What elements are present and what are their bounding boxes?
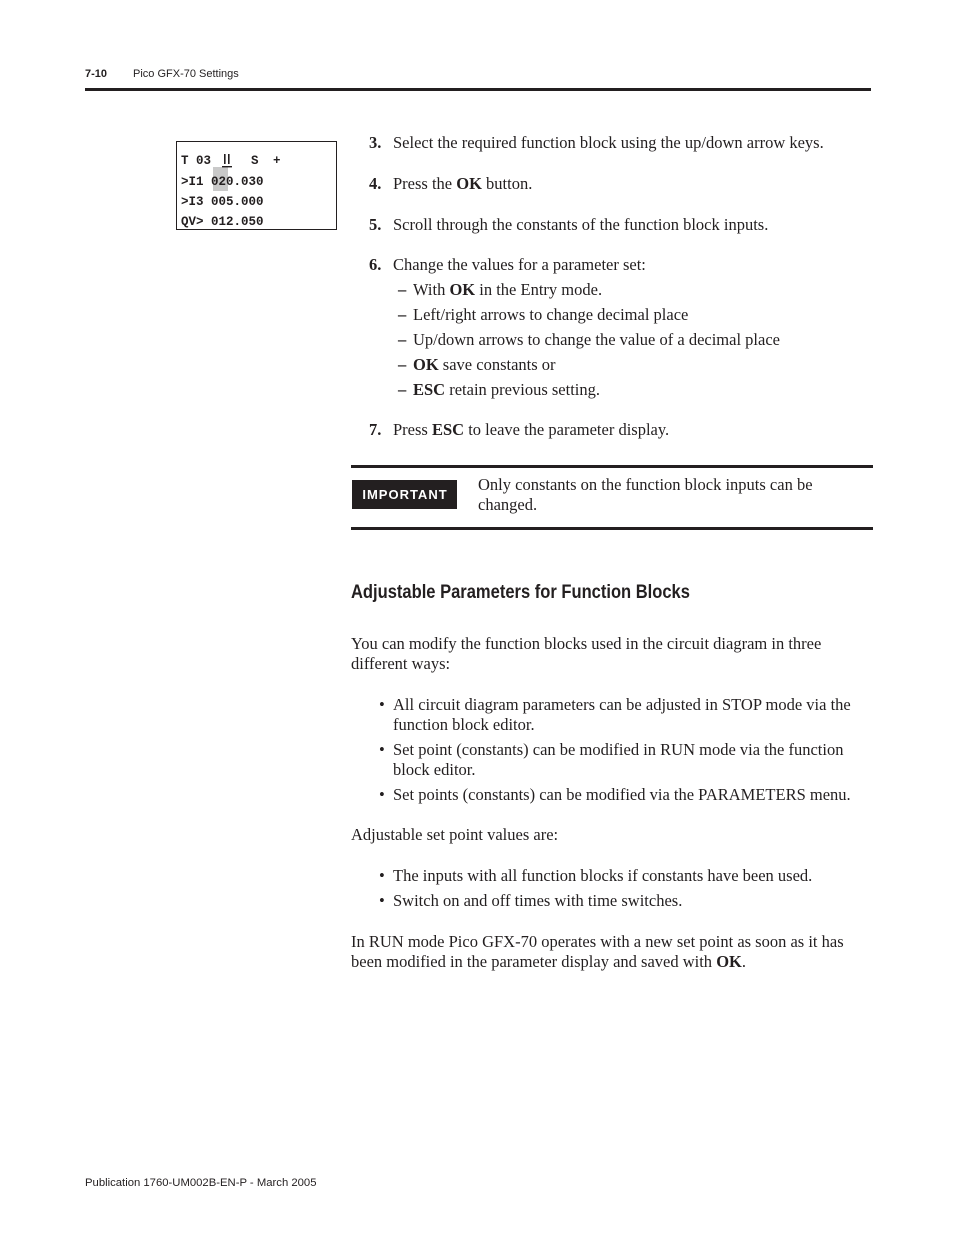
closing-period: .	[741, 952, 746, 971]
sub-text-part: in the Entry mode.	[475, 280, 603, 299]
sub-item-text: Up/down arrows to change the value of a decimal place	[413, 330, 780, 349]
dash-marker: –	[398, 330, 407, 349]
header-rule	[85, 88, 871, 91]
step-text	[393, 420, 669, 440]
lcd-timer-label: T 03	[181, 154, 212, 168]
step-text-part: button.	[481, 174, 533, 193]
step-text	[393, 174, 532, 194]
running-section-title: Pico GFX-70 Settings	[133, 68, 239, 80]
step-text-part: to leave the parameter display.	[464, 420, 670, 439]
lcd-line-1	[177, 151, 336, 171]
dash-marker: –	[398, 355, 407, 374]
bullet-marker: •	[379, 740, 385, 759]
bullet-text: All circuit diagram parameters can be adjusted in STOP mode via the function block editor.	[393, 695, 851, 734]
step-text: Scroll through the constants of the function block inputs.	[393, 215, 769, 234]
step-number: 5.	[369, 215, 382, 234]
step-text-part: Press the	[393, 174, 457, 193]
lcd-line-4: QV> 012.050	[181, 215, 264, 229]
bullet-item	[379, 785, 869, 805]
important-top-rule	[351, 465, 873, 468]
key-label: OK	[456, 174, 482, 193]
step-text: Select the required function block using the up/down arrow keys.	[393, 133, 824, 152]
double-bar-icon	[222, 154, 232, 168]
lcd-line-2: >I1 020.030	[181, 175, 264, 189]
bullet-marker: •	[379, 785, 385, 804]
sub-item-text	[413, 380, 600, 400]
bullet-marker: •	[379, 695, 385, 714]
dash-marker: –	[398, 380, 407, 399]
closing-paragraph	[351, 932, 856, 972]
bullet-marker: •	[379, 891, 385, 910]
dash-marker: –	[398, 280, 407, 299]
lcd-display	[176, 141, 337, 230]
sub-text-part: retain previous setting.	[445, 380, 600, 399]
sub-text-part: save constants or	[438, 355, 556, 374]
bullet-text: The inputs with all function blocks if constants have been used.	[393, 866, 813, 885]
page-number: 7-10	[85, 68, 108, 80]
closing-text: In RUN mode Pico GFX-70 operates with a new set point as soon as it has been modified in the parameter display and saved with	[351, 932, 844, 971]
important-label: IMPORTANT	[352, 480, 457, 509]
setpoint-intro: Adjustable set point values are:	[351, 825, 559, 844]
lcd-sign: +	[273, 154, 281, 168]
step-number: 4.	[369, 174, 382, 193]
step-text: Change the values for a parameter set:	[393, 255, 646, 274]
sub-item-text: Left/right arrows to change decimal place	[413, 305, 689, 324]
key-label: OK	[413, 355, 439, 374]
bullet-item	[379, 740, 869, 780]
bullet-marker: •	[379, 866, 385, 885]
important-bottom-rule	[351, 527, 873, 530]
bullet-text: Set points (constants) can be modified via the PARAMETERS menu.	[393, 785, 851, 804]
bullet-item	[379, 866, 869, 886]
important-text: Only constants on the function block inputs can be changed.	[478, 475, 813, 514]
intro-paragraph: You can modify the function blocks used in the circuit diagram in three different ways:	[351, 634, 822, 673]
dash-marker: –	[398, 305, 407, 324]
bullet-text: Set point (constants) can be modified in RUN mode via the function block editor.	[393, 740, 844, 779]
key-label: OK	[716, 952, 742, 971]
step-text-part: Press	[393, 420, 432, 439]
step-number: 7.	[369, 420, 382, 439]
footer-publication: Publication 1760-UM002B-EN-P - March 2005	[85, 1177, 317, 1189]
lcd-mode: S	[251, 154, 259, 168]
section-heading: Adjustable Parameters for Function Blocks	[351, 582, 690, 603]
step-number: 6.	[369, 255, 382, 274]
sub-text-part: With	[413, 280, 450, 299]
bullet-item	[379, 695, 869, 735]
step-number: 3.	[369, 133, 382, 152]
sub-item-text	[413, 355, 556, 375]
bullet-item	[379, 891, 869, 911]
key-label: OK	[449, 280, 476, 299]
key-label: ESC	[431, 420, 465, 439]
bullet-text: Switch on and off times with time switches.	[393, 891, 683, 910]
key-label: ESC	[413, 380, 446, 399]
sub-item-text	[413, 280, 602, 300]
lcd-line-3: >I3 005.000	[181, 195, 264, 209]
